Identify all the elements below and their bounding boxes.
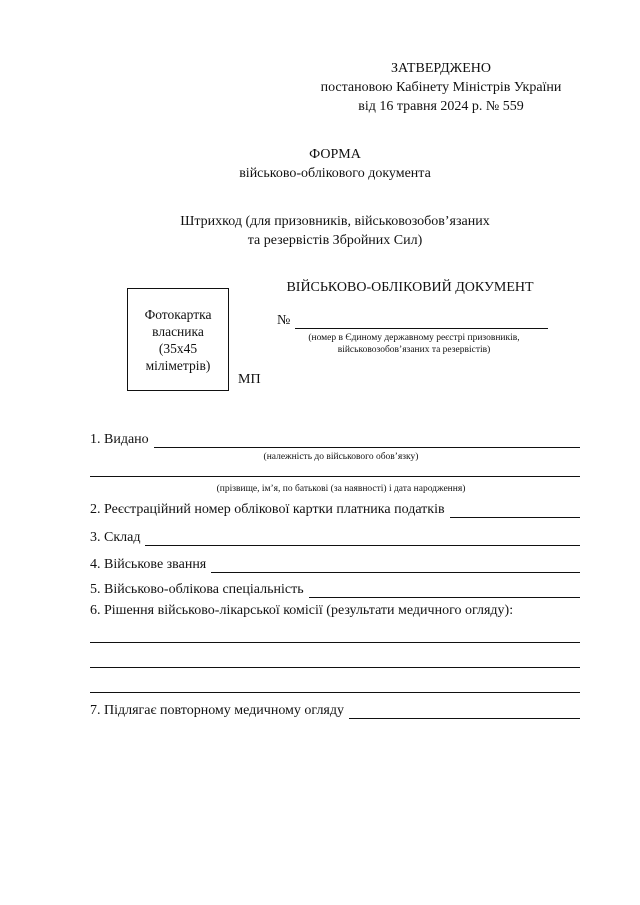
field-blank-fullname <box>90 476 580 477</box>
photo-box-line: власника <box>152 323 204 339</box>
field-caption-fullname: (прізвище, ім’я, по батькові (за наявності) і дата народження) <box>216 484 466 494</box>
document-number-caption-line1: (номер в Єдиному державному реєстрі призовників, <box>308 333 520 343</box>
document-number-caption-line2: військовозобов’язаних та резервістів) <box>337 344 491 355</box>
field-label-repeat-medical: 7. Підлягає повторному медичному огляду <box>90 703 344 718</box>
field-blank-repeat-medical <box>349 704 580 719</box>
form-heading-title: ФОРМА <box>309 147 361 162</box>
field-label-specialty: 5. Військово-облікова спеціальність <box>90 582 304 597</box>
document-number-label: № <box>277 313 291 328</box>
form-heading <box>90 145 580 183</box>
field-blank-medical-2 <box>90 667 580 668</box>
field-label-category: 3. Склад <box>90 530 141 545</box>
form-heading-subtitle: військово-облікового документа <box>239 166 431 182</box>
field-blank-medical-1 <box>90 642 580 643</box>
document-number-blank-line <box>295 314 548 329</box>
photo-box-line: міліметрів) <box>145 357 211 373</box>
field-blank-issued <box>154 433 580 448</box>
field-row-category <box>90 528 580 546</box>
field-label-medical-commission: 6. Рішення військово-лікарської комісії (результати медичного огляду): <box>90 603 514 618</box>
field-row-specialty <box>90 580 580 598</box>
field-blank-specialty <box>309 583 580 598</box>
field-label-rank: 4. Військове звання <box>90 557 207 572</box>
field-blank-category <box>145 531 580 546</box>
approval-line-date-number: від 16 травня 2024 р. № 559 <box>358 99 524 115</box>
field-blank-medical-3 <box>90 692 580 693</box>
barcode-heading-line2: та резервістів Збройних Сил) <box>247 233 423 249</box>
field-row-rank <box>90 555 580 573</box>
approval-line-resolution: постановою Кабінету Міністрів України <box>320 80 562 96</box>
field-blank-rank <box>211 558 580 573</box>
approval-block <box>310 59 572 117</box>
document-title: ВІЙСЬКОВО-ОБЛІКОВИЙ ДОКУМЕНТ <box>286 280 534 295</box>
barcode-heading-line1: Штрихкод (для призовників, військовозобов’язаних <box>180 214 490 229</box>
field-row-tax-number <box>90 500 580 518</box>
barcode-heading <box>90 212 580 250</box>
field-label-tax-number: 2. Реєстраційний номер облікової картки платника податків <box>90 502 445 517</box>
field-label-issued: 1. Видано <box>90 432 149 447</box>
stamp-place-label: МП <box>238 372 261 387</box>
field-row-issued <box>90 430 580 448</box>
photo-box-line: (35х45 <box>158 340 198 356</box>
field-blank-tax-number <box>450 503 580 518</box>
field-row-repeat-medical <box>90 701 580 719</box>
approval-line-approved: ЗАТВЕРДЖЕНО <box>391 61 491 76</box>
document-number-caption <box>280 333 548 356</box>
document-number-row <box>277 311 548 329</box>
photo-box-line: Фотокартка <box>144 306 212 322</box>
field-caption-military-duty: (належність до військового обов’язку) <box>263 452 419 462</box>
photo-placeholder-box <box>127 288 229 391</box>
